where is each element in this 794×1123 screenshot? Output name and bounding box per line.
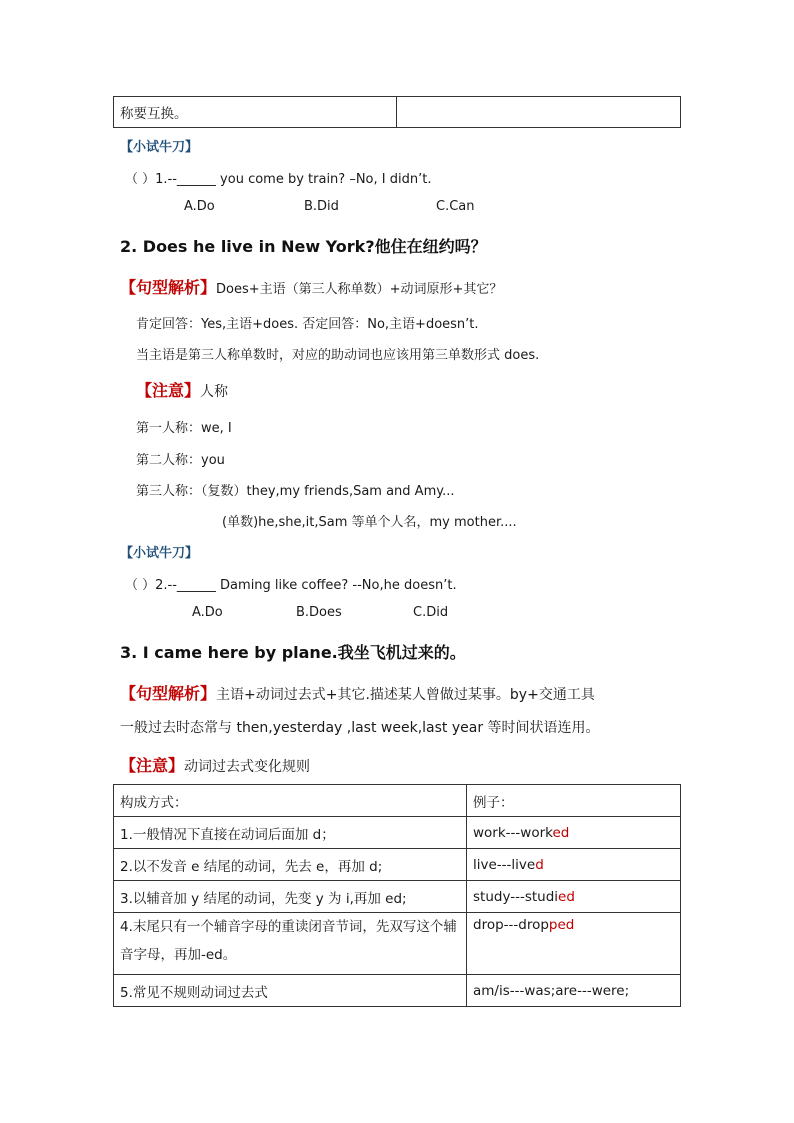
practice2-heading: 【小试牛刀】 [120, 546, 199, 561]
section3-analysis-label: 【句型解析】 [120, 684, 217, 703]
rule-cell: 2.以不发音 e 结尾的动词，先去 e，再加 d; [114, 849, 467, 881]
person-first: 第一人称：we, I [136, 421, 232, 436]
section3-note-label: 【注意】 [120, 756, 185, 775]
rule-cell: 3.以辅音加 y 结尾的动词，先变 y 为 i,再加 ed; [114, 881, 467, 913]
example-base: drop---drop [473, 917, 549, 933]
rule-cell: 1.一般情况下直接在动词后面加 d； [114, 817, 467, 849]
person-third-plural: 第三人称：（复数）they,my friends,Sam and Amy... [136, 484, 455, 499]
section2-answers: 肯定回答：Yes,主语+does. 否定回答：No,主语+doesn’t. [136, 317, 479, 332]
example-cell [467, 817, 681, 849]
section3-note-text: 动词过去式变化规则 [184, 759, 311, 775]
top-table-cell-right [397, 97, 681, 128]
example-cell [467, 913, 681, 975]
example-cell [467, 975, 681, 1007]
example-suffix: ped [548, 917, 575, 933]
practice1-option-b: B.Did [304, 199, 339, 214]
section2-analysis-label: 【句型解析】 [120, 278, 217, 297]
section3-usage: 一般过去时态常与 then,yesterday ,last week,last year 等时间状语连用。 [120, 720, 600, 736]
table-row [114, 881, 681, 913]
table-row [114, 913, 681, 975]
person-third-singular: (单数)he,she,it,Sam 等单个人名，my mother.... [222, 515, 517, 530]
section3-note [120, 753, 310, 776]
rule-cell: 5.常见不规则动词过去式 [114, 975, 467, 1007]
top-table [113, 96, 681, 128]
example-base: live---live [473, 856, 536, 873]
practice1-question: （ ）1.--______ you come by train? –No, I didn’t. [125, 172, 432, 187]
section3-analysis [120, 681, 595, 704]
rule-cell: 4.末尾只有一个辅音字母的重读闭音节词，先双写这个辅音字母，再加-ed。 [114, 913, 467, 975]
example-cell [467, 849, 681, 881]
section3-title: 3. I came here by plane.我坐飞机过来的。 [120, 643, 466, 662]
table-header-rule: 构成方式： [114, 785, 467, 817]
section2-rule: 当主语是第三人称单数时，对应的助动词也应该用第三单数形式 does. [136, 348, 540, 363]
table-row [114, 849, 681, 881]
example-cell [467, 881, 681, 913]
section2-note-text: 人称 [200, 384, 229, 400]
person-second: 第二人称：you [136, 453, 225, 468]
practice1-option-a: A.Do [184, 199, 215, 214]
practice2-option-b: B.Does [296, 605, 342, 620]
example-base: am/is---was;are---were; [473, 982, 630, 999]
section2-note [136, 378, 228, 401]
section2-title: 2. Does he live in New York?他住在纽约吗？ [120, 237, 487, 256]
example-suffix: ed [552, 824, 570, 841]
practice1-option-c: C.Can [436, 199, 475, 214]
past-tense-rules-table [113, 784, 681, 1007]
section2-analysis-text: Does+主语（第三人称单数）+动词原形+其它？ [216, 282, 503, 297]
practice2-option-c: C.Did [413, 605, 449, 620]
example-suffix: ed [558, 888, 575, 905]
section3-analysis-text: 主语+动词过去式+其它.描述某人曾做过某事。by+交通工具 [216, 687, 595, 703]
table-row [114, 817, 681, 849]
section2-note-label: 【注意】 [136, 381, 201, 400]
table-header-example: 例子： [467, 785, 681, 817]
practice2-question: （ ）2.--______ Daming like coffee? --No,he doesn’t. [125, 578, 457, 593]
example-base: study---studi [473, 888, 559, 905]
practice1-heading: 【小试牛刀】 [120, 140, 199, 155]
practice2-option-a: A.Do [192, 605, 223, 620]
top-table-cell-left: 称要互换。 [114, 97, 397, 128]
example-base: work---work [473, 824, 553, 841]
section2-analysis [120, 275, 502, 298]
example-suffix: d [535, 856, 544, 873]
table-header-row [114, 785, 681, 817]
table-row [114, 975, 681, 1007]
